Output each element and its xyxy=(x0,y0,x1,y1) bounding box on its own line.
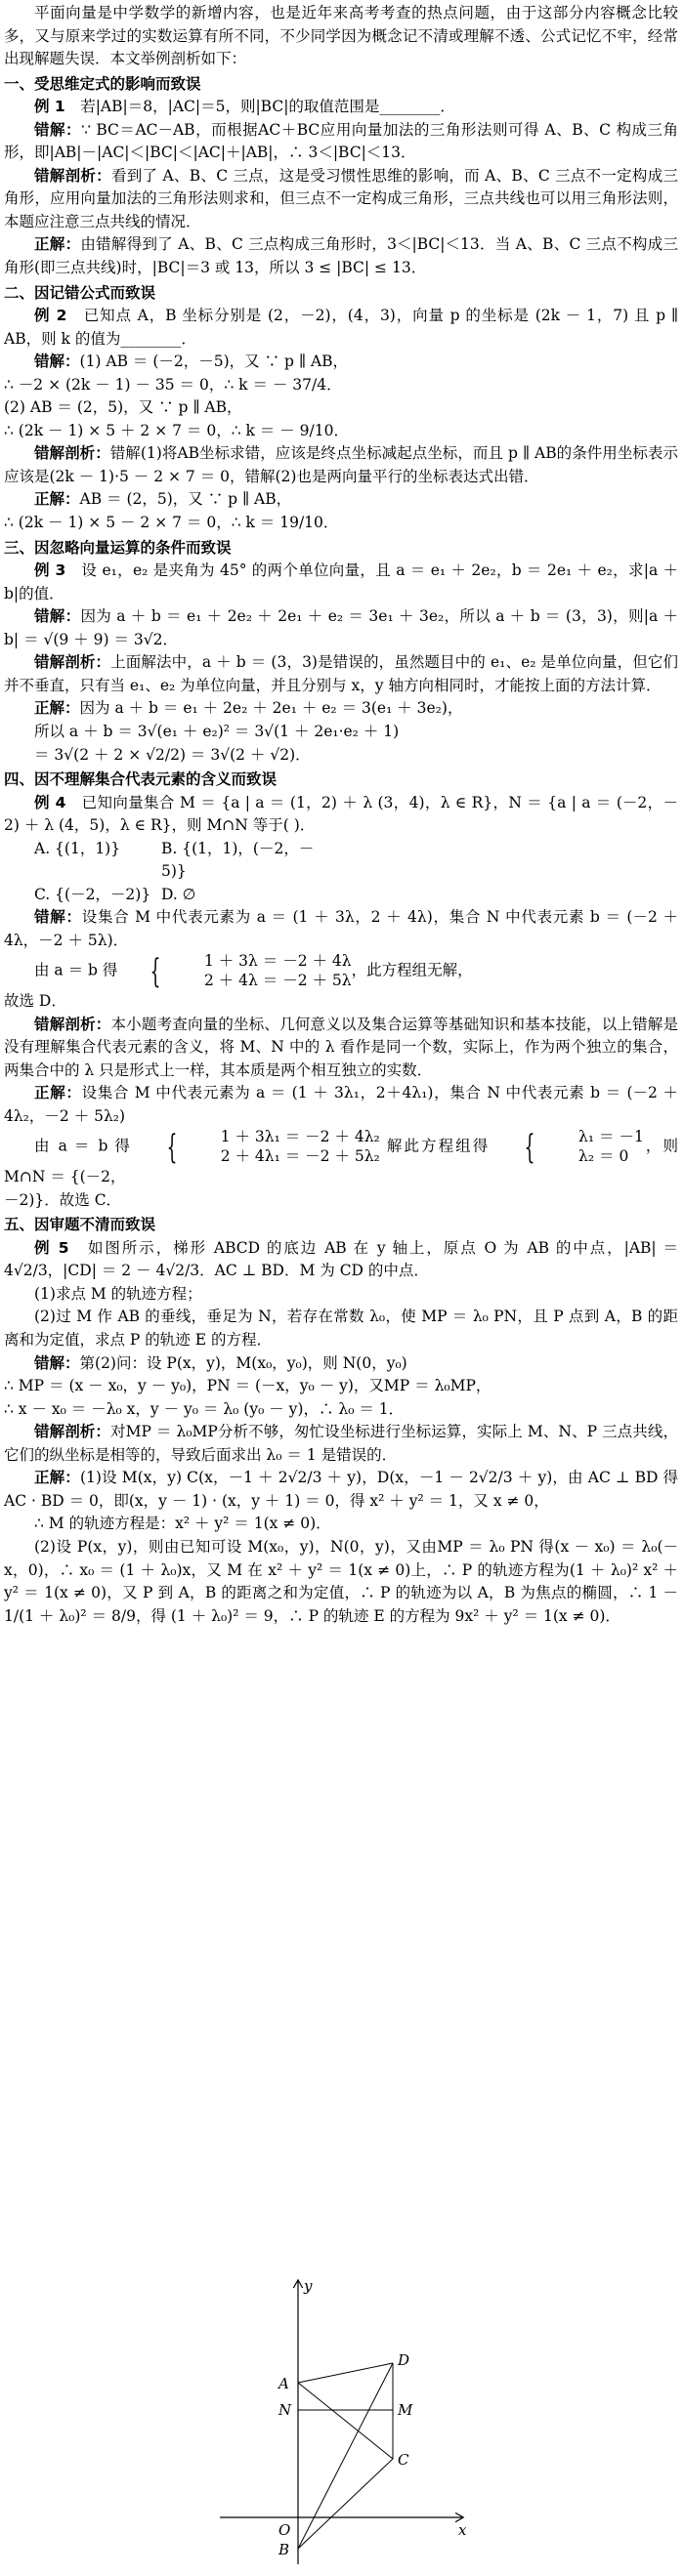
segment-BC xyxy=(298,2459,393,2549)
label-D: D xyxy=(398,2351,410,2369)
wrong-5-line-3: ∴ x － x₀ ＝ －λ₀ x，y － y₀ ＝ λ₀ (y₀ － y)，∴ λ₀ ＝ 1． xyxy=(4,1399,405,1418)
example-4: 例 4 已知向量集合 M ＝ {a | a ＝ (1，2) ＋ λ (3，4)，λ ∈ R}，N ＝ {a | a ＝ (－2，－2) ＋ λ (4，5)，λ ∈ R}，则 M∩N 等于( )． xyxy=(4,793,678,835)
example-2: 例 2 已知点 A，B 坐标分别是 (2，－2)，(4，3)，向量 p 的坐标是 (2k － 1，7) 且 p ∥ AB，则 k 的值为________． xyxy=(4,307,678,348)
example-1-text: 若|AB|＝8，|AC|＝5，则|BC|的取值范围是________． xyxy=(80,98,455,116)
section-1-heading: 一、受思维定式的影响而致误 xyxy=(4,74,201,93)
label-x: x xyxy=(458,2521,467,2539)
wrong-2-line-2: ∴ －2 × (2k － 1) － 35 ＝ 0，∴ k ＝ － 37/4． xyxy=(4,375,342,394)
wrong-solution-3: 错解：因为 a ＋ b ＝ e₁ ＋ 2e₂ ＋ 2e₁ ＋ e₂ ＝ 3e₁ ＋ 3e₂，所以 a ＋ b ＝ (3，3)，则|a ＋ b| ＝ √(9 ＋ 9) ＝ 3√2． xyxy=(4,607,678,648)
correct-label: 正解： xyxy=(34,235,81,254)
trapezoid-figure xyxy=(220,2275,474,2568)
wrong-4-system: 由 a ＝ b 得 { 1 ＋ 3λ ＝ －2 ＋ 4λ 2 ＋ 4λ ＝ －2 ＋ 5λ ，此方程组无解， xyxy=(34,951,473,991)
label-y: y xyxy=(304,2277,313,2295)
analysis-1: 错解剖析：看到了 A、B、C 三点，这是受习惯性思维的影响，而 A、B、C 三点不一定构成三角形，应用向量加法的三角形法则求和，但三点不一定构成三角形，三点共线也可以用三角形法则，本题应注意三点共线的情况． xyxy=(4,166,678,230)
section-2-heading: 二、因记错公式而致误 xyxy=(4,283,156,302)
section-5-heading: 五、因审题不清而致误 xyxy=(4,1216,156,1234)
correct-2-line-2: ∴ (2k － 1) × 5 － 2 × 7 ＝ 0，∴ k ＝ 19/10． xyxy=(4,514,339,532)
wrong-4-end: 故选 D． xyxy=(4,992,66,1011)
analysis-3: 错解剖析：上面解法中，a ＋ b ＝ (3，3)是错误的，虽然题目中的 e₁、e₂ 是单位向量，但它们并不垂直，只有当 e₁、e₂ 为单位向量，并且分别与 x，y 轴方向相同时，才能按上面的方法计算． xyxy=(4,653,678,694)
correct-solution-2: 正解：AB ＝ (2，5)，又 ∵ p ∥ AB， xyxy=(34,490,292,509)
section-4-heading: 四、因不理解集合代表元素的含义而致误 xyxy=(4,770,278,789)
wrong-2-line-4: ∴ (2k － 1) × 5 ＋ 2 × 7 ＝ 0，∴ k ＝ － 9/10． xyxy=(4,421,349,439)
segment-AC xyxy=(298,2383,393,2459)
label-O: O xyxy=(278,2521,291,2539)
label-B: B xyxy=(278,2541,290,2558)
wrong-solution-5: 错解：第(2)问：设 P(x，y)，M(x₀，y₀)，则 N(0，y₀) xyxy=(34,1353,407,1372)
example-1 xyxy=(4,96,678,119)
label-A: A xyxy=(278,2375,289,2392)
intro-paragraph: 平面向量是中学数学的新增内容，也是近年来高考考查的热点问题，由于这部分内容概念比较多，又与原来学过的实数运算有所不同，不少同学因为概念记不清或理解不透、公式记忆不牢，经常出现解题失误．本文举例剖析如下： xyxy=(4,4,678,68)
analysis-5: 错解剖析：对MP ＝ λ₀MP分析不够，匆忙设坐标进行坐标运算，实际上 M、N、P 三点共线，它们的纵坐标是相等的，导致后面求出 λ₀ ＝ 1 是错误的． xyxy=(4,1423,678,1464)
label-C: C xyxy=(398,2451,409,2469)
correct-solution-5: 正解：(1)设 M(x，y) C(x，－1 ＋ 2√2/3 ＋ y)，D(x，－1 － 2√2/3 ＋ y)，由 AC ⊥ BD 得AC · BD ＝ 0，即(x，y － 1) · (x，y ＋ 1) ＝ 0，得 x² ＋ y² ＝ 1，又 x ≠ 0， xyxy=(4,1469,678,1510)
option-d: D. ∅ xyxy=(161,885,196,903)
correct-5-line-2: ∴ M 的轨迹方程是：x² ＋ y² ＝ 1(x ≠ 0)． xyxy=(34,1515,331,1533)
correct-solution-3: 正解：因为 a ＋ b ＝ e₁ ＋ 2e₂ ＋ 2e₁ ＋ e₂ ＝ 3(e₁ ＋ 3e₂)， xyxy=(34,699,463,718)
correct-solution-4: 正解：设集合 M 中代表元素为 a ＝ (1 ＋ 3λ₁，2＋4λ₁)，集合 N 中代表元素 b ＝ (－2 ＋ 4λ₂，－2 ＋ 5λ₂) xyxy=(4,1084,678,1125)
option-a: A. {(1，1)} xyxy=(34,839,121,857)
option-c: C. {(－2，－2)} xyxy=(34,885,151,903)
label-N: N xyxy=(278,2401,292,2419)
correct-4-end: －2)}．故选 C． xyxy=(4,1190,122,1209)
segment-BD xyxy=(298,2363,393,2549)
analysis-label: 错解剖析： xyxy=(34,166,111,185)
wrong-2-line-3: (2) AB ＝ (2，5)，又 ∵ p ∥ AB， xyxy=(4,398,242,417)
example-3: 例 3 设 e₁，e₂ 是夹角为 45° 的两个单位向量，且 a ＝ e₁ ＋ 2e₂，b ＝ 2e₁ ＋ e₂，求|a ＋ b|的值． xyxy=(4,561,678,602)
correct-3-line-2: 所以 a ＋ b ＝ 3√(e₁ ＋ e₂)² ＝ 3√(1 ＋ 2e₁·e₂ ＋ 1) xyxy=(34,722,400,740)
correct-3-line-3: ＝ 3√(2 ＋ 2 × √2/2) ＝ 3√(2 ＋ √2)． xyxy=(34,745,311,764)
correct-4-system: 由 a ＝ b 得 { 1 ＋ 3λ₁ ＝ －2 ＋ 4λ₂ 2 ＋ 4λ₁ ＝ －2 ＋ 5λ₂ 解此方程组得 { λ₁ ＝ －1 λ₂ ＝ 0 ，则 M∩N ＝ {(－2， xyxy=(4,1127,678,1186)
correct-5-line-3: (2)设 P(x，y)，则由已知可设 M(x₀，y)，N(0，y)，又由MP ＝ λ₀ PN 得(x － x₀) ＝ λ₀(－x，0)，∴ x₀ ＝ (1 ＋ λ₀)x，又 M 在 x² ＋ y² ＝ 1(x ≠ 0)上，∴ P 的轨迹方程为(1 ＋ λ₀)² x² ＋ y² ＝ 1(x ≠ 0)，又 P 到 A，B 的距离之和为定值，∴ P 的轨迹为以 A，B 为焦点的椭圆，∴ 1 － 1/(1 ＋ λ₀)² ＝ 8/9，得 (1 ＋ λ₀)² ＝ 9，∴ P 的轨迹 E 的方程为 9x² ＋ y² ＝ 1(x ≠ 0)． xyxy=(4,1537,678,1625)
wrong-solution-4: 错解：设集合 M 中代表元素为 a ＝ (1 ＋ 3λ，2 ＋ 4λ)，集合 N 中代表元素 b ＝ (－2 ＋ 4λ，－2 ＋ 5λ)． xyxy=(4,908,678,949)
question-2: (2)过 M 作 AB 的垂线，垂足为 N，若存在常数 λ₀，使 MP ＝ λ₀ PN，且 P 点到 A，B 的距离和为定值，求点 P 的轨迹 E 的方程． xyxy=(4,1308,678,1350)
segment-AD xyxy=(298,2363,393,2383)
equation-system: { 1 ＋ 3λ ＝ －2 ＋ 4λ 2 ＋ 4λ ＝ －2 ＋ 5λ xyxy=(150,951,352,991)
question-1: (1)求点 M 的轨迹方程； xyxy=(34,1284,202,1303)
analysis-4: 错解剖析：本小题考查向量的坐标、几何意义以及集合运算等基础知识和基本技能，以上错解是没有理解集合代表元素的含义，将 M、N 中的 λ 看作是同一个数，实际上，作为两个独立的集合，两集合中的 λ 只是形式上一样，其本质是两个相互独立的实数． xyxy=(4,1015,678,1079)
example-5: 例 5 如图所示，梯形 ABCD 的底边 AB 在 y 轴上，原点 O 为 AB 的中点，|AB| ＝ 4√2/3，|CD| ＝ 2 － 4√2/3．AC ⊥ BD．M 为 CD 的中点． xyxy=(4,1238,678,1280)
example-4-options xyxy=(4,838,678,907)
analysis-2: 错解剖析：错解(1)将AB坐标求错，应该是终点坐标减起点坐标，而且 p ∥ AB的条件用坐标表示应该是(2k － 1)·5 － 2 × 7 ＝ 0，错解(2)也是两向量平行的坐标表达式出错． xyxy=(4,444,678,485)
solution-system: { λ₁ ＝ －1 λ₂ ＝ 0 xyxy=(525,1127,644,1167)
label-M: M xyxy=(398,2401,413,2419)
wrong-label: 错解： xyxy=(34,120,82,139)
wrong-5-line-2: ∴ MP ＝ (x － x₀，y － y₀)，PN ＝ (－x，y₀ － y)，又MP ＝ λ₀MP， xyxy=(4,1377,492,1395)
correct-solution-1: 正解：由错解得到了 A、B、C 三点构成三角形时，3＜|BC|＜13．当 A、B、C 三点不构成三角形(即三点共线)时，|BC|＝3 或 13，所以 3 ≤ |BC| ≤ 13． xyxy=(4,235,678,277)
wrong-solution-2: 错解：(1) AB ＝ (－2，－5)，又 ∵ p ∥ AB， xyxy=(34,353,349,371)
wrong-solution-1: 错解：∵ BC＝AC－AB，而根据AC＋BC应用向量加法的三角形法则可得 A、B、C 构成三角形，即|AB|－|AC|＜|BC|＜|AC|＋|AB|，∴ 3＜|BC|＜13． xyxy=(4,120,678,162)
example-1-label: 例 1 xyxy=(34,98,65,116)
section-3-heading: 三、因忽略向量运算的条件而致误 xyxy=(4,538,232,557)
option-b: B. {(1，1)，(－2，－5)} xyxy=(161,839,315,881)
equation-system: { 1 ＋ 3λ₁ ＝ －2 ＋ 4λ₂ 2 ＋ 4λ₁ ＝ －2 ＋ 5λ₂ xyxy=(166,1127,380,1167)
